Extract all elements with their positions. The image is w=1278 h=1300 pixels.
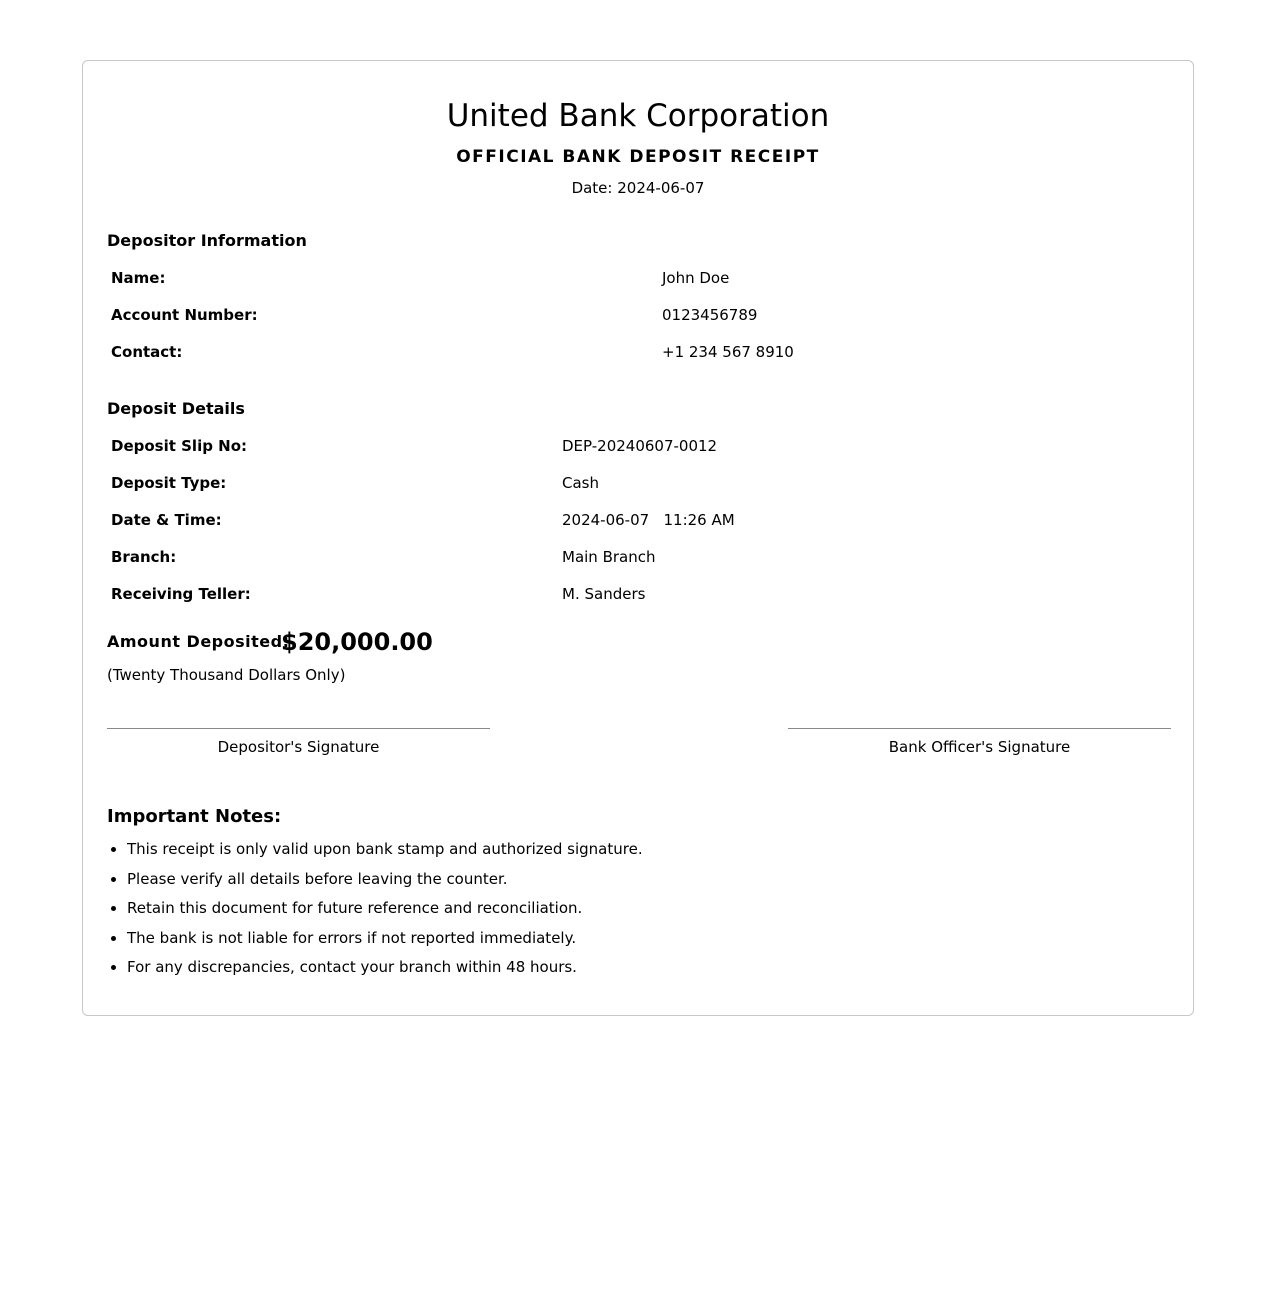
receipt-date: Date: 2024-06-07 <box>571 179 705 197</box>
field-value: 2024-06-07 11:26 AM <box>562 511 735 529</box>
notes-list <box>107 839 643 987</box>
field-label: Branch: <box>111 548 177 566</box>
officer-signature-label: Bank Officer's Signature <box>888 738 1071 756</box>
amount-value: $20,000.00 <box>281 628 433 656</box>
field-label: Name: <box>111 269 166 287</box>
signature-line <box>107 728 490 729</box>
deposit-row-branch <box>111 547 1171 567</box>
field-value: M. Sanders <box>562 585 646 603</box>
deposit-row-slip <box>111 436 1171 456</box>
field-value: John Doe <box>662 269 730 287</box>
depositor-signature-label: Depositor's Signature <box>217 738 380 756</box>
deposit-receipt <box>82 60 1194 1016</box>
field-label: Account Number: <box>111 306 258 324</box>
field-label: Contact: <box>111 343 183 361</box>
amount-deposited <box>107 627 807 657</box>
amount-label: Amount Deposited: <box>107 632 290 651</box>
bank-name: United Bank Corporation <box>446 98 830 134</box>
deposit-section-title: Deposit Details <box>107 399 245 418</box>
field-label: Deposit Type: <box>111 474 227 492</box>
field-value: Main Branch <box>562 548 656 566</box>
depositor-row-account <box>111 305 1171 325</box>
field-label: Receiving Teller: <box>111 585 251 603</box>
depositor-section-title: Depositor Information <box>107 231 307 250</box>
list-item: • Retain this document for future reference and reconciliation. <box>127 898 643 918</box>
depositor-row-contact <box>111 342 1171 362</box>
list-item: • The bank is not liable for errors if not reported immediately. <box>127 928 643 948</box>
field-value: 0123456789 <box>662 306 758 324</box>
deposit-row-type <box>111 473 1171 493</box>
amount-in-words: (Twenty Thousand Dollars Only) <box>107 666 346 684</box>
list-item: • This receipt is only valid upon bank stamp and authorized signature. <box>127 839 643 859</box>
depositor-row-name <box>111 268 1171 288</box>
field-value: Cash <box>562 474 599 492</box>
field-value: +1 234 567 8910 <box>662 343 794 361</box>
list-item: • For any discrepancies, contact your branch within 48 hours. <box>127 957 643 977</box>
deposit-row-datetime <box>111 510 1171 530</box>
signature-line <box>788 728 1171 729</box>
depositor-signature-block <box>107 728 490 757</box>
receipt-title: OFFICIAL BANK DEPOSIT RECEIPT <box>456 147 820 167</box>
notes-title: Important Notes: <box>107 806 282 827</box>
deposit-row-teller <box>111 584 1171 604</box>
field-label: Date & Time: <box>111 511 222 529</box>
field-label: Deposit Slip No: <box>111 437 248 455</box>
officer-signature-block <box>788 728 1171 757</box>
list-item: • Please verify all details before leaving the counter. <box>127 869 643 889</box>
field-value: DEP-20240607-0012 <box>562 437 718 455</box>
